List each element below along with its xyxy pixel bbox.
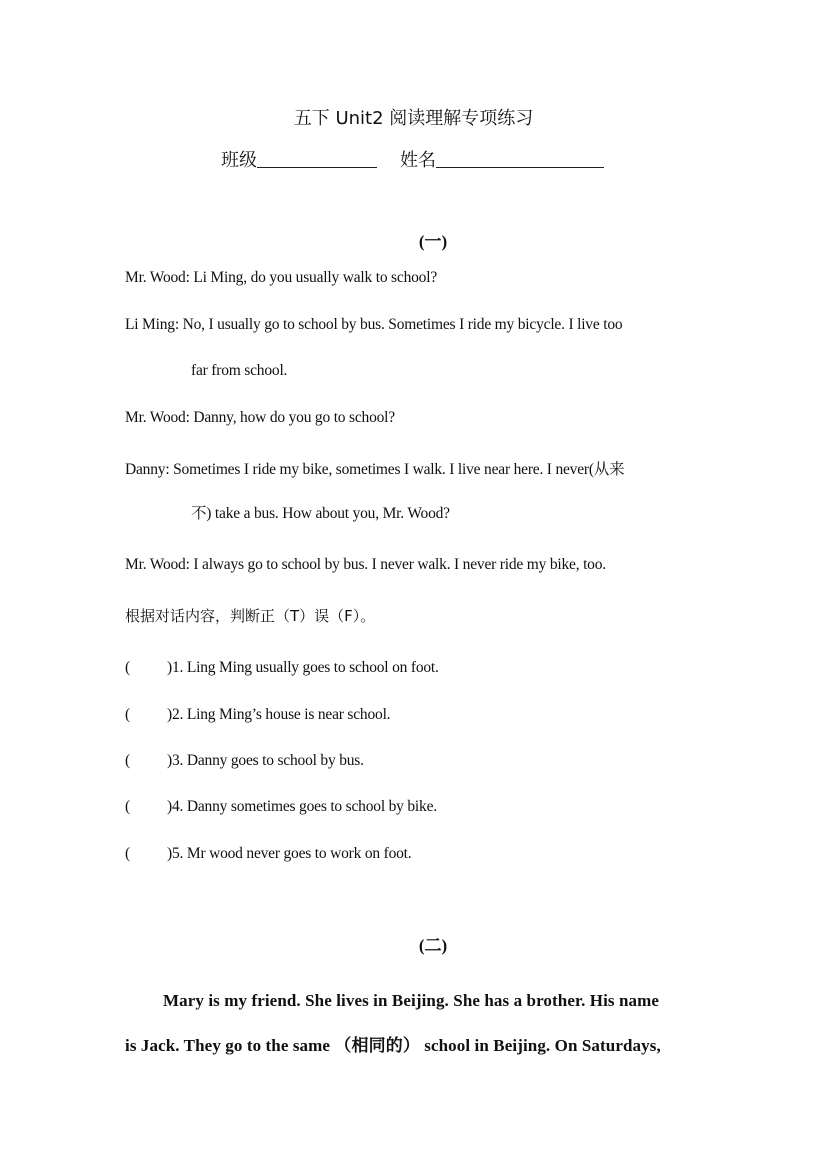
answer-blank[interactable]: ( <box>125 845 130 862</box>
dialogue-line: Li Ming: No, I usually go to school by bus. Sometimes I ride my bicycle. I live too <box>125 316 623 333</box>
section-1-heading: (一) <box>418 232 448 251</box>
tf-question <box>125 845 411 863</box>
answer-blank[interactable]: ( <box>125 659 130 676</box>
dialogue-line: far from school. <box>191 362 288 379</box>
tf-question <box>125 706 390 724</box>
class-label: 班级 <box>221 150 257 171</box>
section-2-heading: (二) <box>418 936 448 955</box>
question-text: )1. Ling Ming usually goes to school on foot. <box>167 659 439 676</box>
name-blank[interactable] <box>436 151 604 168</box>
dialogue-line: Mr. Wood: I always go to school by bus. I never walk. I never ride my bike, too. <box>125 556 606 573</box>
answer-blank[interactable]: ( <box>125 752 130 769</box>
question-text: )5. Mr wood never goes to work on foot. <box>167 845 412 862</box>
dialogue-line: 不) take a bus. How about you, Mr. Wood? <box>191 505 450 522</box>
name-field <box>400 146 604 172</box>
dialogue-line: Mr. Wood: Danny, how do you go to school? <box>125 409 395 426</box>
answer-blank[interactable]: ( <box>125 706 130 723</box>
tf-question <box>125 659 439 677</box>
dialogue-line: Mr. Wood: Li Ming, do you usually walk to school? <box>125 269 437 286</box>
class-blank[interactable] <box>257 151 377 168</box>
page-title: 五下 Unit2 阅读理解专项练习 <box>293 108 534 129</box>
tf-question <box>125 752 364 770</box>
tf-question <box>125 798 437 816</box>
class-field <box>221 146 377 172</box>
name-label: 姓名 <box>400 150 436 171</box>
dialogue-line: Danny: Sometimes I ride my bike, sometimes I walk. I live near here. I never(从来 <box>125 461 625 478</box>
question-text: )3. Danny goes to school by bus. <box>167 752 364 769</box>
passage-line: is Jack. They go to the same （相同的） school in Beijing. On Saturdays, <box>125 1036 661 1055</box>
passage-line: Mary is my friend. She lives in Beijing. She has a brother. His name <box>163 991 660 1010</box>
answer-blank[interactable]: ( <box>125 798 130 815</box>
question-text: )2. Ling Ming’s house is near school. <box>167 706 391 723</box>
question-text: )4. Danny sometimes goes to school by bike. <box>167 798 437 815</box>
instruction: 根据对话内容，判断正（T）误（F）。 <box>125 607 376 625</box>
